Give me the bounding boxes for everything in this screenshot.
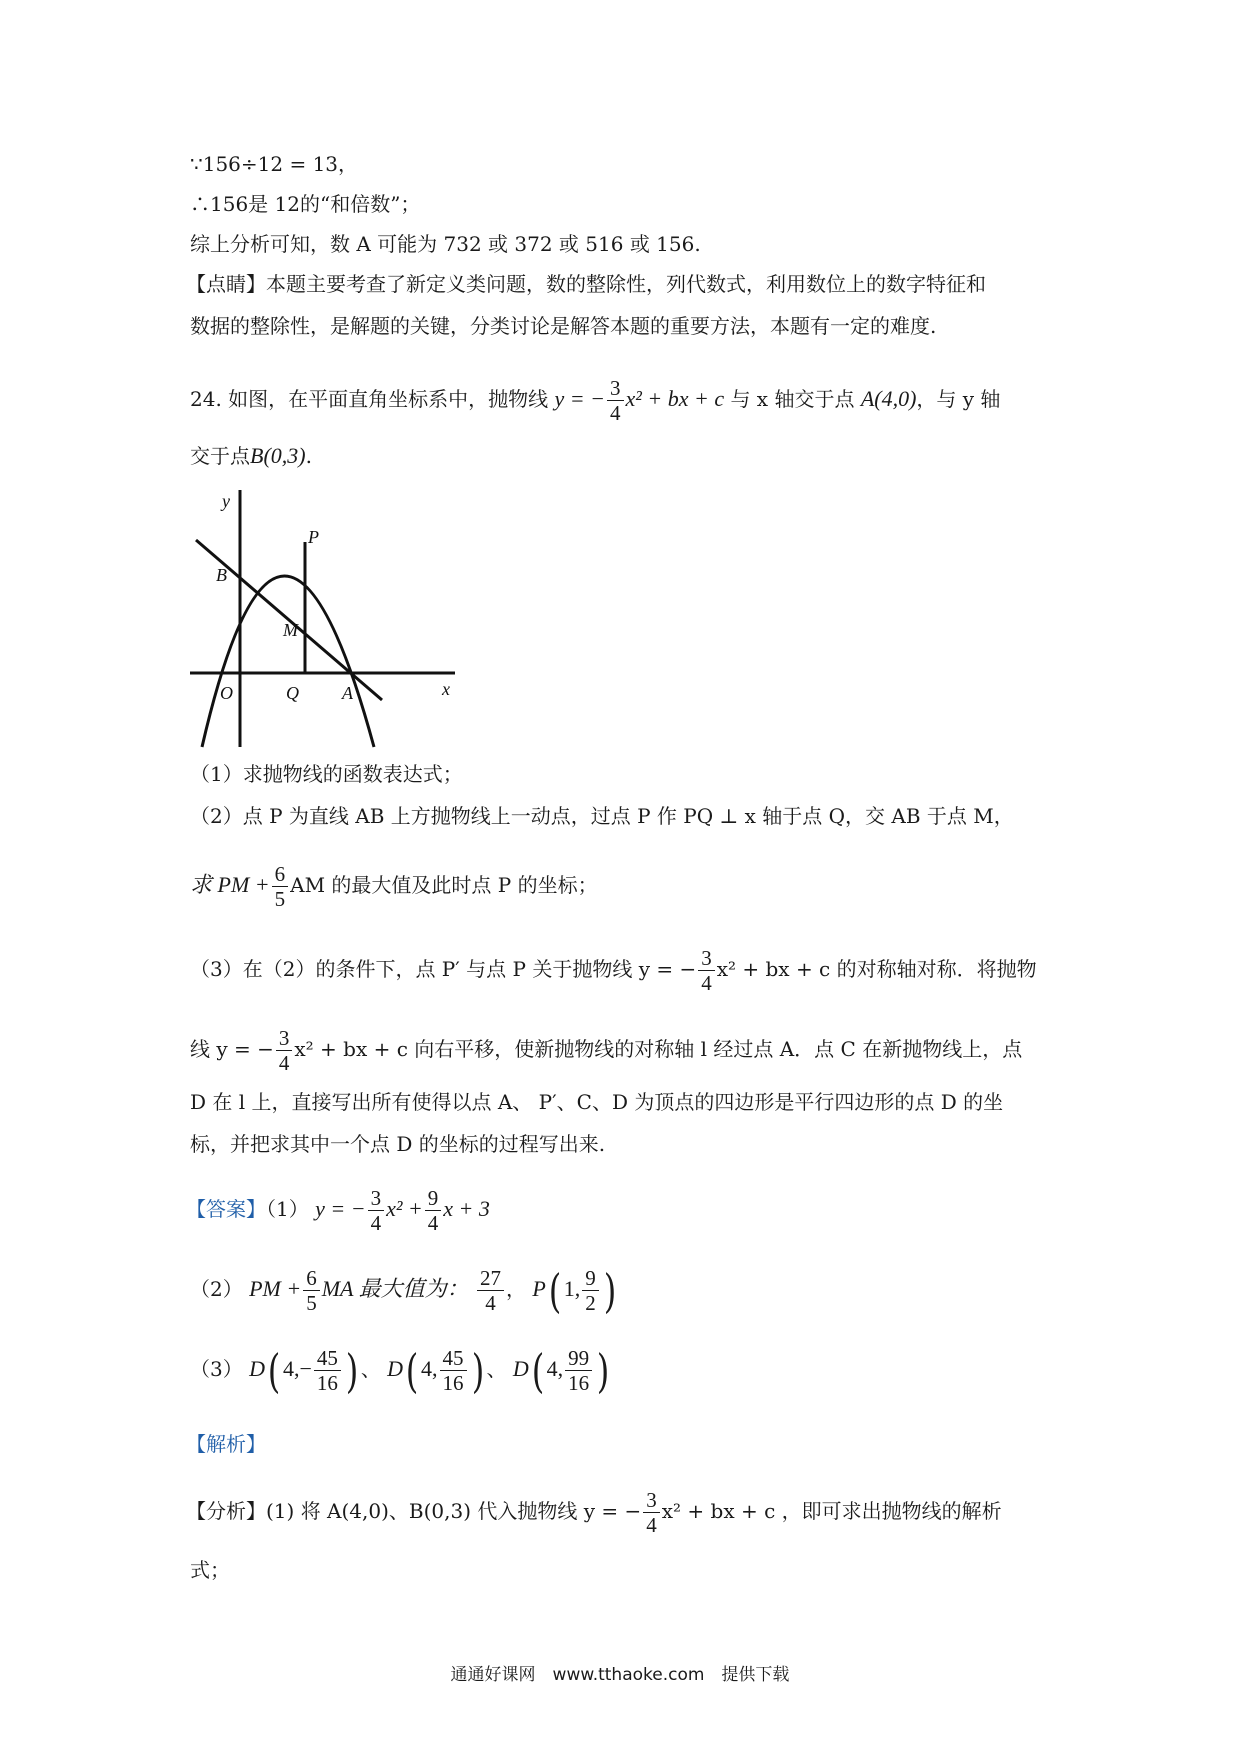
question-3-line-2: 线 y = − $\frac{3}{4}$ x² + bx + c 向右平移，使新抛物线的对称轴 l 经过点 A．点 C 在新抛物线上，点 (190, 1026, 1023, 1075)
q2-frac: $\frac{6}{5}$ (272, 862, 289, 911)
fenxi-tag: 【分析】 (186, 1499, 266, 1523)
parabola-curve (202, 576, 374, 747)
analysis-line-2: 式； (190, 1558, 230, 1582)
text-line-2: ∴156是 12的“和倍数”； (190, 192, 421, 216)
problem-intro-c: ，与 y 轴 (916, 387, 1001, 411)
answer-1-frac-a: $\frac{3}{4}$ (368, 1186, 385, 1235)
answer-2-max-value: $\frac{27}{4}$ (477, 1266, 504, 1315)
text-line-3: 综上分析可知，数 A 可能为 732 或 372 或 516 或 156. (190, 232, 701, 256)
answer-tag: 【答案】 (186, 1197, 266, 1221)
label-q: Q (286, 683, 299, 703)
answer-3-d1: $\frac{45}{16}$ (314, 1346, 341, 1395)
answer-1-frac-b: $\frac{9}{4}$ (425, 1186, 442, 1235)
question-2-line-1: （2）点 P 为直线 AB 上方抛物线上一动点，过点 P 作 PQ ⊥ x 轴于点 Q，交 AB 于点 M， (190, 804, 1014, 828)
problem-24-line-1 (190, 376, 1000, 425)
analysis-frac: $\frac{3}{4}$ (643, 1488, 660, 1537)
label-m: M (283, 620, 298, 640)
label-b: B (216, 565, 227, 585)
answer-3-d2: $\frac{45}{16}$ (440, 1346, 467, 1395)
parabola-eq-rhs: x² + bx + c (625, 386, 725, 411)
point-a: A(4,0) (860, 386, 917, 411)
label-o: O (220, 683, 233, 703)
label-a: A (342, 683, 353, 703)
answer-line-1: 【答案】（1） y = − $\frac{3}{4}$ x² + $\frac{9}{4}$ x + 3 (186, 1186, 490, 1235)
text-line-5: 数据的整除性，是解题的关键，分类讨论是解答本题的重要方法，本题有一定的难度. (190, 314, 937, 338)
point-b: B(0,3) (250, 443, 306, 468)
problem-intro-d: 交于点 (190, 444, 250, 468)
question-2-line-2: 求 PM + $\frac{6}{5}$ AM 的最大值及此时点 P 的坐标； (190, 862, 598, 911)
question-1: （1）求抛物线的函数表达式； (190, 762, 463, 786)
question-3-line-3: D 在 l 上，直接写出所有使得以点 A、 P′、C、D 为顶点的四边形是平行四边形的点 D 的坐 (190, 1090, 1004, 1114)
analysis-tag: 【解析】 (186, 1432, 266, 1456)
text-line-1: ∵156÷12 = 13， (190, 152, 359, 176)
label-y: y (222, 491, 230, 511)
analysis-line-1: 【分析】(1) 将 A(4,0)、B(0,3) 代入抛物线 y = − $\frac{3}{4}$ x² + bx + c ，即可求出抛物线的解析 (186, 1488, 1002, 1537)
answer-2-frac: $\frac{6}{5}$ (303, 1266, 320, 1315)
question-3-line-1: （3）在（2）的条件下，点 P′ 与点 P 关于抛物线 y = − $\frac{3}{4}$ x² + bx + c 的对称轴对称．将抛物 (190, 946, 1037, 995)
problem-intro-e: . (305, 444, 312, 468)
q3-frac-a: $\frac{3}{4}$ (698, 946, 715, 995)
q3-frac-b: $\frac{3}{4}$ (276, 1026, 293, 1075)
dianjing-tag: 【点睛】 (186, 272, 266, 296)
problem-intro-a: 如图，在平面直角坐标系中，抛物线 (228, 387, 549, 411)
problem-intro-b: 与 x 轴交于点 (730, 387, 855, 411)
dianjing-text: 本题主要考查了新定义类问题，数的整除性，列代数式，利用数位上的数字特征和 (266, 272, 986, 296)
parabola-frac: $\frac{3}{4}$ (607, 376, 624, 425)
answer-2-py: $\frac{9}{2}$ (582, 1266, 599, 1315)
question-3-line-4: 标，并把求其中一个点 D 的坐标的过程写出来. (190, 1132, 606, 1156)
label-p: P (308, 527, 319, 547)
answer-line-2: （2） PM + $\frac{6}{5}$ MA 最大值为： $\frac{27}{4}$ ， P( 1, $\frac{9}{2}$ ) (190, 1263, 616, 1318)
text-line-4 (186, 270, 986, 298)
parabola-figure (190, 485, 480, 750)
problem-number: 24. (190, 387, 222, 411)
parabola-eq-lhs: y = − (554, 386, 605, 411)
page-footer: 通通好课网 www.tthaoke.com 提供下载 (450, 1665, 790, 1685)
answer-line-3: （3） D( 4,− $\frac{45}{16}$ ) 、 D( 4, $\frac{45}{16}$ ) 、 D( 4, $\frac{99}{16}$ ) (190, 1343, 610, 1398)
label-x: x (442, 679, 450, 699)
problem-24-line-2 (190, 442, 312, 470)
answer-3-d3: $\frac{99}{16}$ (565, 1346, 592, 1395)
